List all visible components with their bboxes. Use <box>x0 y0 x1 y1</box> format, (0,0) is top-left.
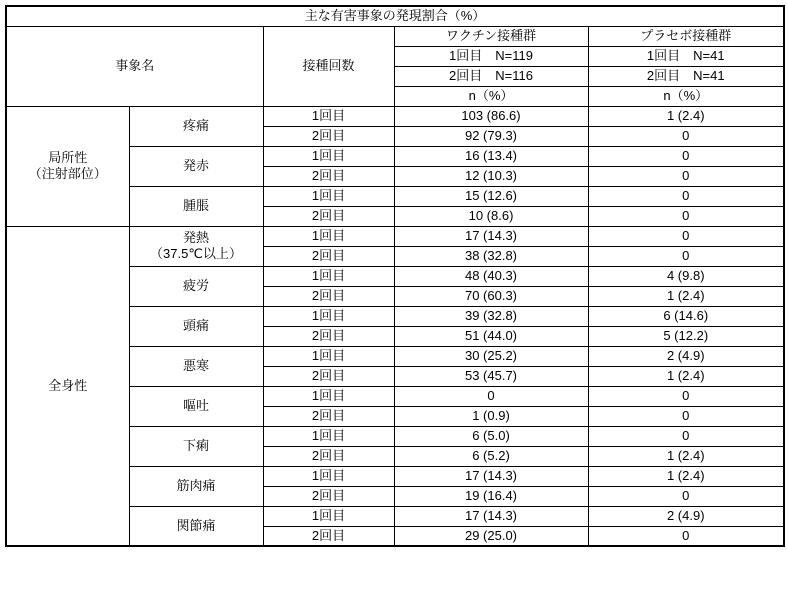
dose-cell: 1回目 <box>263 466 394 486</box>
header-event-name: 事象名 <box>6 26 263 106</box>
vaccine-value-cell: 39 (32.8) <box>394 306 588 326</box>
cell-line: （37.5℃以上） <box>150 246 242 261</box>
table-row <box>6 226 784 246</box>
dose-cell: 2回目 <box>263 366 394 386</box>
event-name-cell <box>129 106 263 146</box>
placebo-value-cell: 0 <box>588 526 784 546</box>
vaccine-value-cell: 30 (25.2) <box>394 346 588 366</box>
vaccine-value-cell: 10 (8.6) <box>394 206 588 226</box>
table-body <box>6 106 784 546</box>
cell-line: 疲労 <box>182 278 209 294</box>
dose-cell: 1回目 <box>263 186 394 206</box>
vaccine-value-cell: 53 (45.7) <box>394 366 588 386</box>
placebo-value-cell: 1 (2.4) <box>588 366 784 386</box>
placebo-value-cell: 0 <box>588 206 784 226</box>
cell-line: 頭痛 <box>182 318 209 334</box>
placebo-value-cell: 0 <box>588 246 784 266</box>
vaccine-value-cell: 48 (40.3) <box>394 266 588 286</box>
dose-cell: 1回目 <box>263 426 394 446</box>
placebo-value-cell: 4 (9.8) <box>588 266 784 286</box>
cell-line: （注射部位） <box>28 166 107 181</box>
placebo-value-cell: 5 (12.2) <box>588 326 784 346</box>
dose-cell: 2回目 <box>263 446 394 466</box>
vaccine-value-cell: 38 (32.8) <box>394 246 588 266</box>
header-vaccine-dose2-n: 2回目 N=116 <box>394 66 588 86</box>
vaccine-value-cell: 17 (14.3) <box>394 226 588 246</box>
placebo-value-cell: 0 <box>588 186 784 206</box>
table-title: 主な有害事象の発現割合（%） <box>6 6 784 26</box>
placebo-value-cell: 0 <box>588 486 784 506</box>
header-vaccine-group: ワクチン接種群 <box>394 26 588 46</box>
dose-cell: 1回目 <box>263 506 394 526</box>
vaccine-value-cell: 15 (12.6) <box>394 186 588 206</box>
event-name-cell <box>129 466 263 506</box>
dose-cell: 1回目 <box>263 146 394 166</box>
event-name-cell <box>129 266 263 306</box>
event-name-cell <box>129 506 263 546</box>
dose-cell: 2回目 <box>263 526 394 546</box>
header-vaccine-unit: n（%） <box>394 86 588 106</box>
dose-cell: 2回目 <box>263 166 394 186</box>
cell-line: 関節痛 <box>176 517 216 533</box>
adverse-events-table <box>5 5 785 547</box>
placebo-value-cell: 1 (2.4) <box>588 286 784 306</box>
dose-cell: 2回目 <box>263 126 394 146</box>
header-dose-count: 接種回数 <box>263 26 394 106</box>
category-cell <box>6 226 129 546</box>
vaccine-value-cell: 92 (79.3) <box>394 126 588 146</box>
dose-cell: 2回目 <box>263 286 394 306</box>
category-cell <box>6 106 129 226</box>
cell-line: 腫脹 <box>182 198 209 214</box>
dose-cell: 2回目 <box>263 326 394 346</box>
cell-line: 発赤 <box>182 158 209 174</box>
cell-line: 疼痛 <box>182 118 209 134</box>
cell-line: 全身性 <box>48 377 88 393</box>
vaccine-value-cell: 16 (13.4) <box>394 146 588 166</box>
cell-line: 局所性 <box>48 150 88 166</box>
dose-cell: 1回目 <box>263 386 394 406</box>
event-name-cell <box>129 386 263 426</box>
vaccine-value-cell: 70 (60.3) <box>394 286 588 306</box>
dose-cell: 1回目 <box>263 266 394 286</box>
placebo-value-cell: 6 (14.6) <box>588 306 784 326</box>
event-name-cell <box>129 146 263 186</box>
dose-cell: 1回目 <box>263 306 394 326</box>
placebo-value-cell: 0 <box>588 386 784 406</box>
dose-cell: 1回目 <box>263 106 394 126</box>
cell-line: 筋肉痛 <box>176 478 216 494</box>
header-vaccine-dose1-n: 1回目 N=119 <box>394 46 588 66</box>
vaccine-value-cell: 51 (44.0) <box>394 326 588 346</box>
vaccine-value-cell: 6 (5.0) <box>394 426 588 446</box>
placebo-value-cell: 1 (2.4) <box>588 466 784 486</box>
vaccine-value-cell: 1 (0.9) <box>394 406 588 426</box>
header-placebo-dose1-n: 1回目 N=41 <box>588 46 784 66</box>
vaccine-value-cell: 0 <box>394 386 588 406</box>
header-placebo-unit: n（%） <box>588 86 784 106</box>
header-placebo-group: プラセボ接種群 <box>588 26 784 46</box>
placebo-value-cell: 0 <box>588 166 784 186</box>
vaccine-value-cell: 103 (86.6) <box>394 106 588 126</box>
dose-cell: 2回目 <box>263 206 394 226</box>
placebo-value-cell: 0 <box>588 406 784 426</box>
placebo-value-cell: 0 <box>588 226 784 246</box>
placebo-value-cell: 0 <box>588 426 784 446</box>
vaccine-value-cell: 17 (14.3) <box>394 466 588 486</box>
placebo-value-cell: 2 (4.9) <box>588 506 784 526</box>
dose-cell: 2回目 <box>263 406 394 426</box>
placebo-value-cell: 1 (2.4) <box>588 106 784 126</box>
event-name-cell <box>129 346 263 386</box>
cell-line: 下痢 <box>182 438 209 454</box>
vaccine-value-cell: 6 (5.2) <box>394 446 588 466</box>
dose-cell: 1回目 <box>263 346 394 366</box>
header-placebo-dose2-n: 2回目 N=41 <box>588 66 784 86</box>
cell-line: 悪寒 <box>182 358 209 374</box>
placebo-value-cell: 1 (2.4) <box>588 446 784 466</box>
title-row <box>6 6 784 26</box>
vaccine-value-cell: 29 (25.0) <box>394 526 588 546</box>
vaccine-value-cell: 17 (14.3) <box>394 506 588 526</box>
header-row-groups <box>6 26 784 46</box>
event-name-cell <box>129 426 263 466</box>
placebo-value-cell: 0 <box>588 146 784 166</box>
table-row <box>6 106 784 126</box>
event-name-cell <box>129 226 263 266</box>
vaccine-value-cell: 12 (10.3) <box>394 166 588 186</box>
dose-cell: 1回目 <box>263 226 394 246</box>
event-name-cell <box>129 306 263 346</box>
placebo-value-cell: 0 <box>588 126 784 146</box>
cell-line: 嘔吐 <box>182 398 209 414</box>
cell-line: 発熱 <box>182 230 209 246</box>
vaccine-value-cell: 19 (16.4) <box>394 486 588 506</box>
dose-cell: 2回目 <box>263 486 394 506</box>
placebo-value-cell: 2 (4.9) <box>588 346 784 366</box>
dose-cell: 2回目 <box>263 246 394 266</box>
event-name-cell <box>129 186 263 226</box>
